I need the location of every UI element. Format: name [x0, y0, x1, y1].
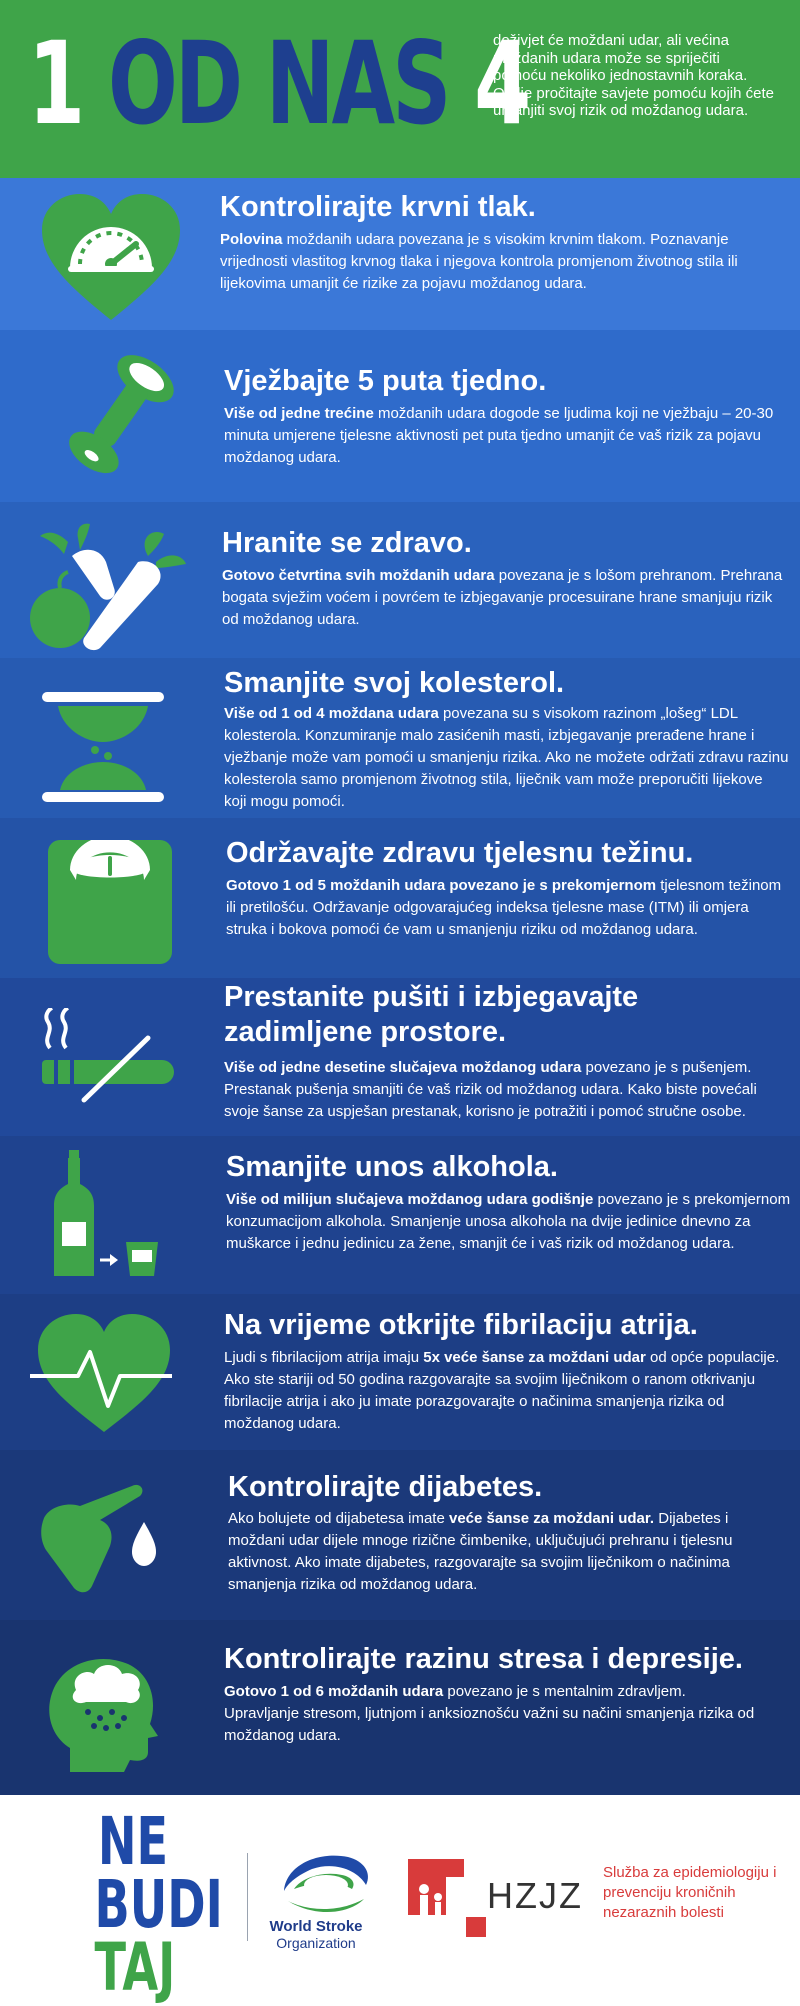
section-cholesterol [0, 658, 800, 818]
section-lead: veće šanse za moždani udar. [448, 1510, 655, 1527]
section-text: povezana je s lošom prehranom. Prehrana bogata svježim voćem i povrćem te izbjegavanje procesuirane hrane smanjuju rizik od moždanog udara. [222, 567, 783, 628]
section-weight [0, 818, 800, 978]
heart-pulse-icon [28, 1312, 174, 1434]
section-lead: Više od milijun slučajeva moždanog udara godišnje [226, 1191, 594, 1208]
section-text: povezano je s prekomjernom konzumacijom alkohola. Smanjenje unosa alkohola na dvije jedinice dnevno za muškarce i jednu jedinicu za žene, smanjit će i vaš rizik od moždanog udara. [226, 1191, 791, 1252]
section-smoking [0, 978, 800, 1136]
section-blood-pressure [0, 178, 800, 330]
section-text: povezano je s mentalnim zdravljem. Upravljanje stresom, ljutnjom i anksioznošću važni su načini smanjenja rizika od moždanog udara. [224, 1683, 755, 1744]
section-body [224, 1057, 794, 1123]
section-body [222, 565, 787, 631]
section-text: moždanih udara dogode se ljudima koji ne vježbaju – 20-30 minuta umjerene tjelesne aktivnosti pet puta tjedno umanjit će vaš rizik za pojavu moždanog udara. [224, 405, 774, 466]
section-title: Kontrolirajte krvni tlak. [220, 191, 536, 223]
section-atrial-fibrillation [0, 1294, 800, 1450]
wso-line2: Organization [276, 1935, 356, 1951]
section-title-line2: zadimljene prostore. [224, 1016, 507, 1048]
heart-blood-pressure-gauge-icon [40, 192, 182, 322]
headline-od-nas: OD NAS [107, 17, 449, 150]
section-text: od opće populacije. Ako ste stariji od 50 godina razgovarajte sa svojim liječnikom o ranom otkrivanju fibrilacije atrija i ako ju imate porazgovarajte o načinima smanjenja rizika od moždanog udara. [224, 1349, 780, 1432]
intro-text: doživjet će moždani udar, ali većina moždanih udara može se spriječiti pomoću nekoliko jednostavnih koraka. Ovdje pročitajte savjete pomoću kojih ćete umanjiti svoj rizik od moždanog udara. [493, 32, 774, 119]
section-lead: Gotovo 1 od 6 moždanih udara [224, 1683, 444, 1700]
logo-line-budi: BUDI [94, 1866, 223, 1943]
header-banner [0, 0, 800, 178]
section-lead: Gotovo četvrtina svih moždanih udara [222, 567, 495, 584]
no-smoking-icon [40, 1008, 176, 1108]
section-title: Hranite se zdravo. [222, 527, 472, 559]
section-lead: Polovina [220, 231, 283, 248]
section-body [226, 1189, 791, 1255]
section-healthy-food [0, 502, 800, 658]
section-text: povezana su s visokom razinom „lošeg“ LDL kolesterola. Konzumiranje malo zasićenih masti, izbjegavanje prerađene hrane i vježbanje može vam pomoći u smanjenju rizika. Ako ne možete održati zdravu razinu kolesterola samo promjenom životnog stila, liječnik vam može preporučiti lijekove koji mogu pomoći. [224, 705, 789, 810]
section-diabetes [0, 1450, 800, 1620]
hzjz-wordmark: HZJZ [487, 1875, 583, 1916]
section-title: Održavajte zdravu tjelesnu težinu. [226, 837, 694, 869]
section-title: Prestanite pušiti i izbjegavajte [224, 981, 639, 1013]
section-lead: 5x veće šanse za moždani udar [423, 1349, 646, 1366]
logo-line-taj: TAJ [94, 1929, 176, 2006]
department-name: Služba za epidemiologiju i prevenciju kroničnih nezaraznih bolesti [603, 1864, 777, 1921]
hzjz-logo-icon [408, 1859, 488, 1939]
section-text-pre: Ljudi s fibrilacijom atrija imaju [224, 1349, 424, 1366]
logo-line-ne: NE [97, 1803, 169, 1880]
section-title: Vježbajte 5 puta tjedno. [224, 365, 547, 397]
wso-line1: World Stroke [269, 1918, 363, 1935]
fruit-vegetables-icon [28, 522, 188, 652]
wso-name [258, 1919, 374, 1951]
section-text: tjelesnom težinom ili pretilošću. Održavanje odgovarajućeg indeksa tjelesne mase (ITM) ili omjera struka i bokova pomoći će vam u smanjenju riziku od moždanog udara. [226, 877, 782, 938]
section-lead: Više od jedne desetine slučajeva moždanog udara [224, 1059, 582, 1076]
hourglass-cholesterol-icon [40, 688, 166, 806]
section-title: Kontrolirajte dijabetes. [228, 1471, 543, 1503]
section-lead: Više od 1 od 4 moždana udara [224, 705, 439, 722]
section-body [224, 703, 789, 813]
section-text-pre: Ako bolujete od dijabetesa imate [228, 1510, 449, 1527]
section-body [224, 403, 789, 469]
section-lead: Više od jedne trećine [224, 405, 374, 422]
ne-budi-taj-logo [94, 1803, 223, 2006]
section-text: moždanih udara povezana je s visokim krvnim tlakom. Poznavanje vrijednosti vlastitog krvnog tlaka i njegova kontrola promjenom životnog stila ili lijekovima umanjit će rizike za pojavu moždanog udara. [220, 231, 738, 292]
section-lead: Gotovo 1 od 5 moždanih udara povezano je s prekomjernom [226, 877, 657, 894]
headline-one: 1 [28, 17, 83, 150]
footer [0, 1795, 800, 2006]
footer-divider [247, 1853, 248, 1941]
section-body [226, 875, 791, 941]
section-title: Kontrolirajte razinu stresa i depresije. [224, 1643, 743, 1675]
section-title: Smanjite unos alkohola. [226, 1151, 558, 1183]
section-text: povezano je s pušenjem. Prestanak pušenja smanjiti će vaš rizik od moždanog udara. Kako biste povećali svoje šanse za uspješan prestanak, korisno je potražiti i pomoć stručne osobe. [224, 1059, 757, 1120]
world-stroke-organization-logo-icon [278, 1851, 374, 1915]
dumbbell-icon [58, 348, 178, 488]
alcohol-bottle-glass-icon [54, 1150, 160, 1280]
headline [28, 14, 528, 154]
weight-scale-icon [48, 840, 172, 964]
section-body [224, 1347, 784, 1435]
section-title: Na vrijeme otkrijte fibrilaciju atrija. [224, 1309, 698, 1341]
head-rain-cloud-icon [40, 1648, 164, 1772]
section-body [220, 229, 785, 295]
finger-blood-drop-icon [40, 1476, 164, 1596]
section-alcohol [0, 1136, 800, 1294]
section-body [228, 1508, 773, 1596]
headline-four: 4 [474, 17, 529, 150]
section-text: Dijabetes i moždani udar dijele mnoge rizične čimbenike, uključujući prehranu i tjelesnu aktivnost. Ako imate dijabetes, razgovarajte sa svojim liječnikom o načinima smanjenja rizika od moždanog udara. [228, 1510, 733, 1593]
section-stress [0, 1620, 800, 1795]
section-title: Smanjite svoj kolesterol. [224, 667, 565, 699]
section-body [224, 1681, 764, 1747]
section-exercise [0, 330, 800, 502]
